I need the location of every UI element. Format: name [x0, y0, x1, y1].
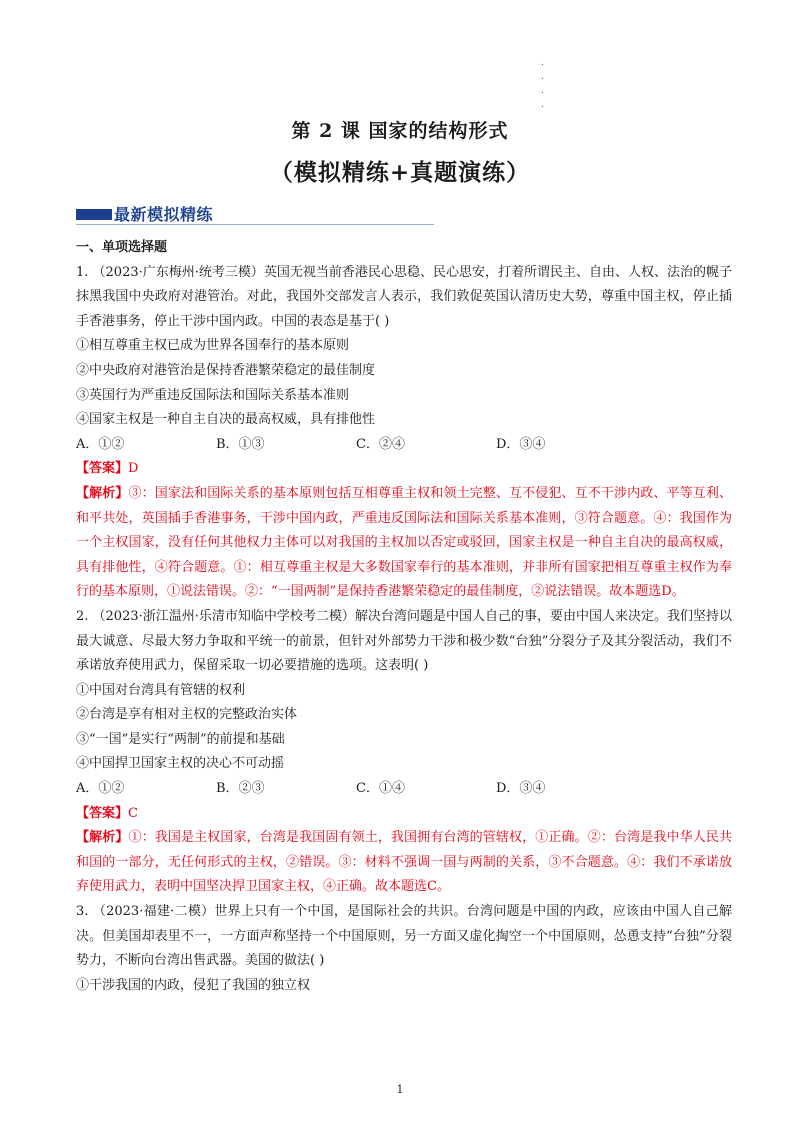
dot: . [541, 58, 544, 68]
question-item: ②台湾是享有相对主权的完整政治实体 [76, 707, 298, 723]
question-item: ①干涉我国的内政，侵犯了我国的独立权 [76, 977, 311, 993]
question-options [76, 433, 732, 458]
option: C．①④ [356, 781, 405, 797]
dot: . [541, 72, 544, 82]
answer-line [76, 457, 732, 482]
analysis-label: 【解析】 [76, 830, 129, 846]
question-item: ①相互尊重主权已成为世界各国奉行的基本原则 [76, 338, 350, 354]
answer-label: 【答案】 [76, 461, 129, 477]
answer-value: C [128, 805, 138, 821]
answer-label: 【答案】 [76, 805, 129, 821]
question-item: ④中国捍卫国家主权的决心不可动摇 [76, 756, 285, 772]
question-item: ②中央政府对港管治是保持香港繁荣稳定的最佳制度 [76, 362, 376, 378]
document-body [76, 236, 732, 998]
section-heading: 一、单项选择题 [76, 240, 168, 255]
answer-line [76, 802, 732, 827]
analysis-label: 【解析】 [76, 485, 129, 501]
option: A．①② [76, 781, 125, 797]
section-banner [76, 200, 434, 228]
question-options [76, 777, 732, 802]
option: B．①③ [216, 436, 265, 452]
banner-text: 最新模拟精练 [114, 205, 214, 224]
dot: . [541, 100, 544, 110]
question-stem: 2. （2023·浙江温州·乐清市知临中学校考二模）解决台湾问题是中国人自己的事，要由中国人来决定。我们坚持以最大诚意、尽最大努力争取和平统一的前景，但针对外部势力干涉和极少数“台独”分裂分子及其分裂活动，我们不承诺放弃使用武力，保留采取一切必要措施的选项。这表明( ) [76, 608, 732, 674]
question-item: ③英国行为严重违反国际法和国际关系基本准则 [76, 387, 350, 403]
question-item: ④国家主权是一种自主自决的最高权威，具有排他性 [76, 412, 376, 428]
header-dots [541, 56, 547, 112]
option: C．②④ [356, 436, 405, 452]
page-number: 1 [396, 1083, 404, 1096]
analysis-text: ①：我国是主权国家，台湾是我国固有领土，我国拥有台湾的管辖权，①正确。②：台湾是我中华人民共和国的一部分，无任何形式的主权，②错误。③：材料不强调一国与两制的关系，③不合题意。④：我们不承诺放弃使用武力，表明中国坚决捍卫国家主权，④正确。故本题选C。 [76, 830, 732, 895]
question-item: ①中国对台湾具有管辖的权利 [76, 682, 246, 698]
banner-bar [76, 209, 112, 220]
analysis-paragraph [76, 482, 732, 605]
answer-value: D [128, 461, 139, 477]
question-stem: 3. （2023·福建·二模）世界上只有一个中国，是国际社会的共识。台湾问题是中国的内政，应该由中国人自己解决。但美国却表里不一，一方面声称坚持一个中国原则，另一方面又虚化掏空一个中国原则，怂恿支持“台独”分裂势力，不断向台湾出售武器。美国的做法( ) [76, 904, 732, 969]
banner-underline [76, 224, 434, 225]
option: A．①② [76, 436, 125, 452]
lesson-title: 第 2 课 国家的结构形式 [291, 120, 509, 142]
analysis-text: ③：国家法和国际关系的基本原则包括互相尊重主权和领土完整、互不侵犯、互不干涉内政、平等互利、和平共处，英国插手香港事务，干涉中国内政，严重违反国际法和国际关系基本准则，③符合题意。④：我国作为一个主权国家，没有任何其他权力主体可以对我国的主权加以否定或驳回，国家主权是一种自主自决的最高权威，具有排他性，④符合题意。①：相互尊重主权是大多数国家奉行的基本准则，并非所有国家把相互尊重主权作为奉行的基本原则，①说法错误。②：“一国两制”是保持香港繁荣稳定的最佳制度，②说法错误。故本题选D。 [76, 485, 732, 600]
option: B．②③ [216, 781, 265, 797]
dot: . [541, 86, 544, 96]
lesson-subtitle: （模拟精练+真题演练） [269, 159, 531, 186]
question-stem: 1. （2023·广东梅州·统考三模）英国无视当前香港民心思稳、民心思安，打着所谓民主、自由、人权、法治的幌子抹黑我国中央政府对港管治。对此，我国外交部发言人表示，我们敦促英国认清历史大势，尊重中国主权，停止插手香港事务，停止干涉中国内政。中国的表态是基于( ) [76, 264, 732, 329]
question-item: ③“一国”是实行“两制”的前提和基础 [76, 731, 285, 747]
option: D．③④ [496, 436, 546, 452]
analysis-paragraph [76, 826, 732, 900]
option: D．③④ [496, 781, 546, 797]
